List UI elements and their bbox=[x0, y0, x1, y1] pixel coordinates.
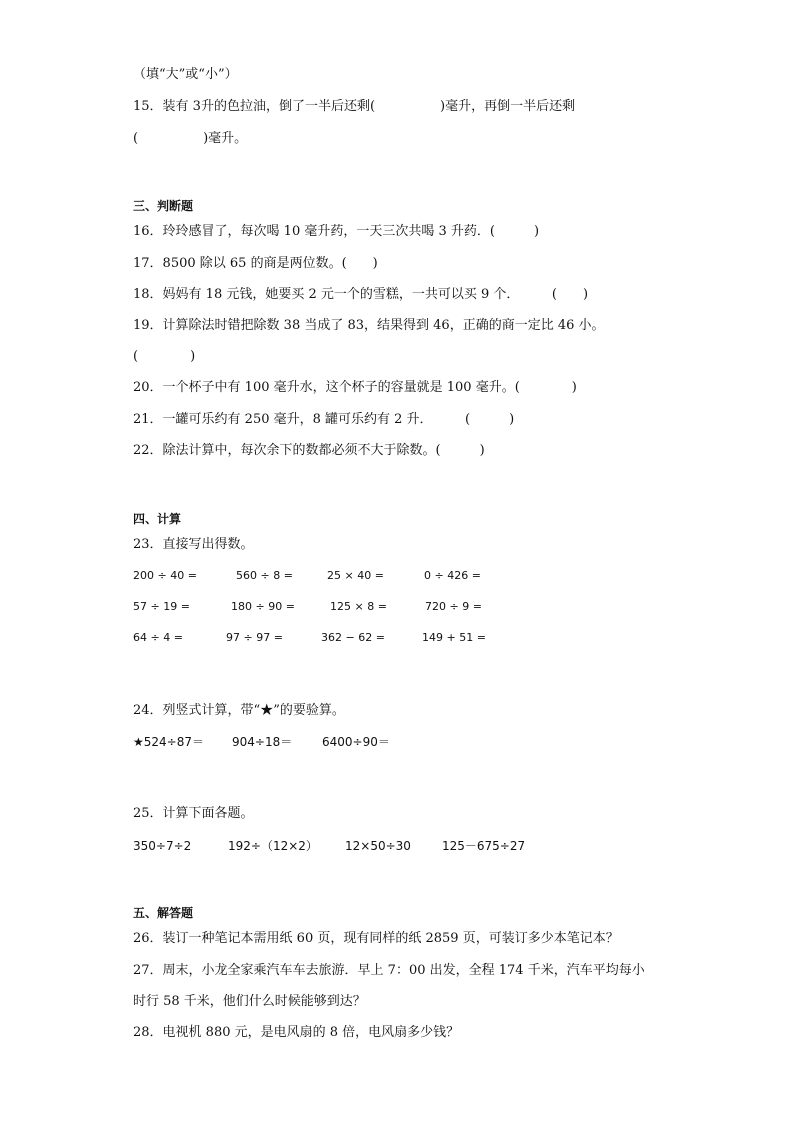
q16: 16．玲玲感冒了，每次喝 10 毫升药，一天三次共喝 3 升药．( ) bbox=[133, 224, 540, 239]
q24-title: 24．列竖式计算，带“★”的要验算。 bbox=[133, 703, 345, 718]
section3-title: 三、判断题 bbox=[133, 199, 194, 213]
q14-tail: （填“大”或“小”） bbox=[133, 67, 238, 82]
q20: 20．一个杯子中有 100 毫升水，这个杯子的容量就是 100 毫升。( ) bbox=[133, 380, 577, 395]
q23-r3c3: 362 − 62 = bbox=[321, 631, 385, 644]
q23-r3c1: 64 ÷ 4 = bbox=[133, 631, 183, 644]
q18: 18．妈妈有 18 元钱，她要买 2 元一个的雪糕，一共可以买 9 个． ( ) bbox=[133, 287, 589, 302]
q25-item3: 12×50÷30 bbox=[345, 839, 411, 853]
q19-line1: 19．计算除法时错把除数 38 当成了 83，结果得到 46，正确的商一定比 46 小。 bbox=[133, 318, 605, 333]
q23-r2c3: 125 × 8 = bbox=[330, 600, 387, 613]
q26: 26．装订一种笔记本需用纸 60 页，现有同样的纸 2859 页，可装订多少本笔记本？ bbox=[133, 931, 619, 946]
q23-r3c2: 97 ÷ 97 = bbox=[226, 631, 283, 644]
q24-item3: 6400÷90＝ bbox=[322, 735, 390, 749]
q23-r2c1: 57 ÷ 19 = bbox=[133, 600, 190, 613]
section5-title: 五、解答题 bbox=[133, 906, 194, 920]
q23-r1c1: 200 ÷ 40 = bbox=[133, 569, 197, 582]
q17: 17．8500 除以 65 的商是两位数。( ) bbox=[133, 256, 378, 271]
q23-r1c2: 560 ÷ 8 = bbox=[236, 569, 293, 582]
q25-item1: 350÷7÷2 bbox=[133, 839, 192, 853]
q27-line1: 27．周末，小龙全家乘汽车车去旅游．早上 7：00 出发，全程 174 千米，汽车平均每小 bbox=[133, 963, 645, 978]
q23-r2c4: 720 ÷ 9 = bbox=[425, 600, 482, 613]
q21: 21．一罐可乐约有 250 毫升，8 罐可乐约有 2 升． ( ) bbox=[133, 412, 515, 427]
q25-title: 25．计算下面各题。 bbox=[133, 806, 254, 821]
section4-title: 四、计算 bbox=[133, 512, 182, 526]
q24-item1: ★524÷87＝ bbox=[133, 735, 204, 749]
q15-line1: 15．装有 3升的色拉油，倒了一半后还剩( )毫升，再倒一半后还剩 bbox=[133, 99, 576, 114]
q25-item2: 192÷（12×2） bbox=[228, 839, 318, 853]
q23-r3c4: 149 + 51 = bbox=[422, 631, 486, 644]
q27-line2: 时行 58 千米，他们什么时候能够到达？ bbox=[133, 994, 366, 1009]
q23-title: 23．直接写出得数。 bbox=[133, 537, 254, 552]
q24-item2: 904÷18＝ bbox=[232, 735, 293, 749]
q23-r1c3: 25 × 40 = bbox=[327, 569, 384, 582]
q19-line2: ( ) bbox=[133, 349, 196, 364]
q22: 22．除法计算中，每次余下的数都必须不大于除数。( ) bbox=[133, 443, 485, 458]
q15-line2: ( )毫升。 bbox=[133, 131, 248, 146]
q23-r2c2: 180 ÷ 90 = bbox=[231, 600, 295, 613]
q28: 28．电视机 880 元，是电风扇的 8 倍，电风扇多少钱？ bbox=[133, 1025, 460, 1040]
q25-item4: 125－675÷27 bbox=[442, 839, 526, 853]
q23-r1c4: 0 ÷ 426 = bbox=[424, 569, 481, 582]
